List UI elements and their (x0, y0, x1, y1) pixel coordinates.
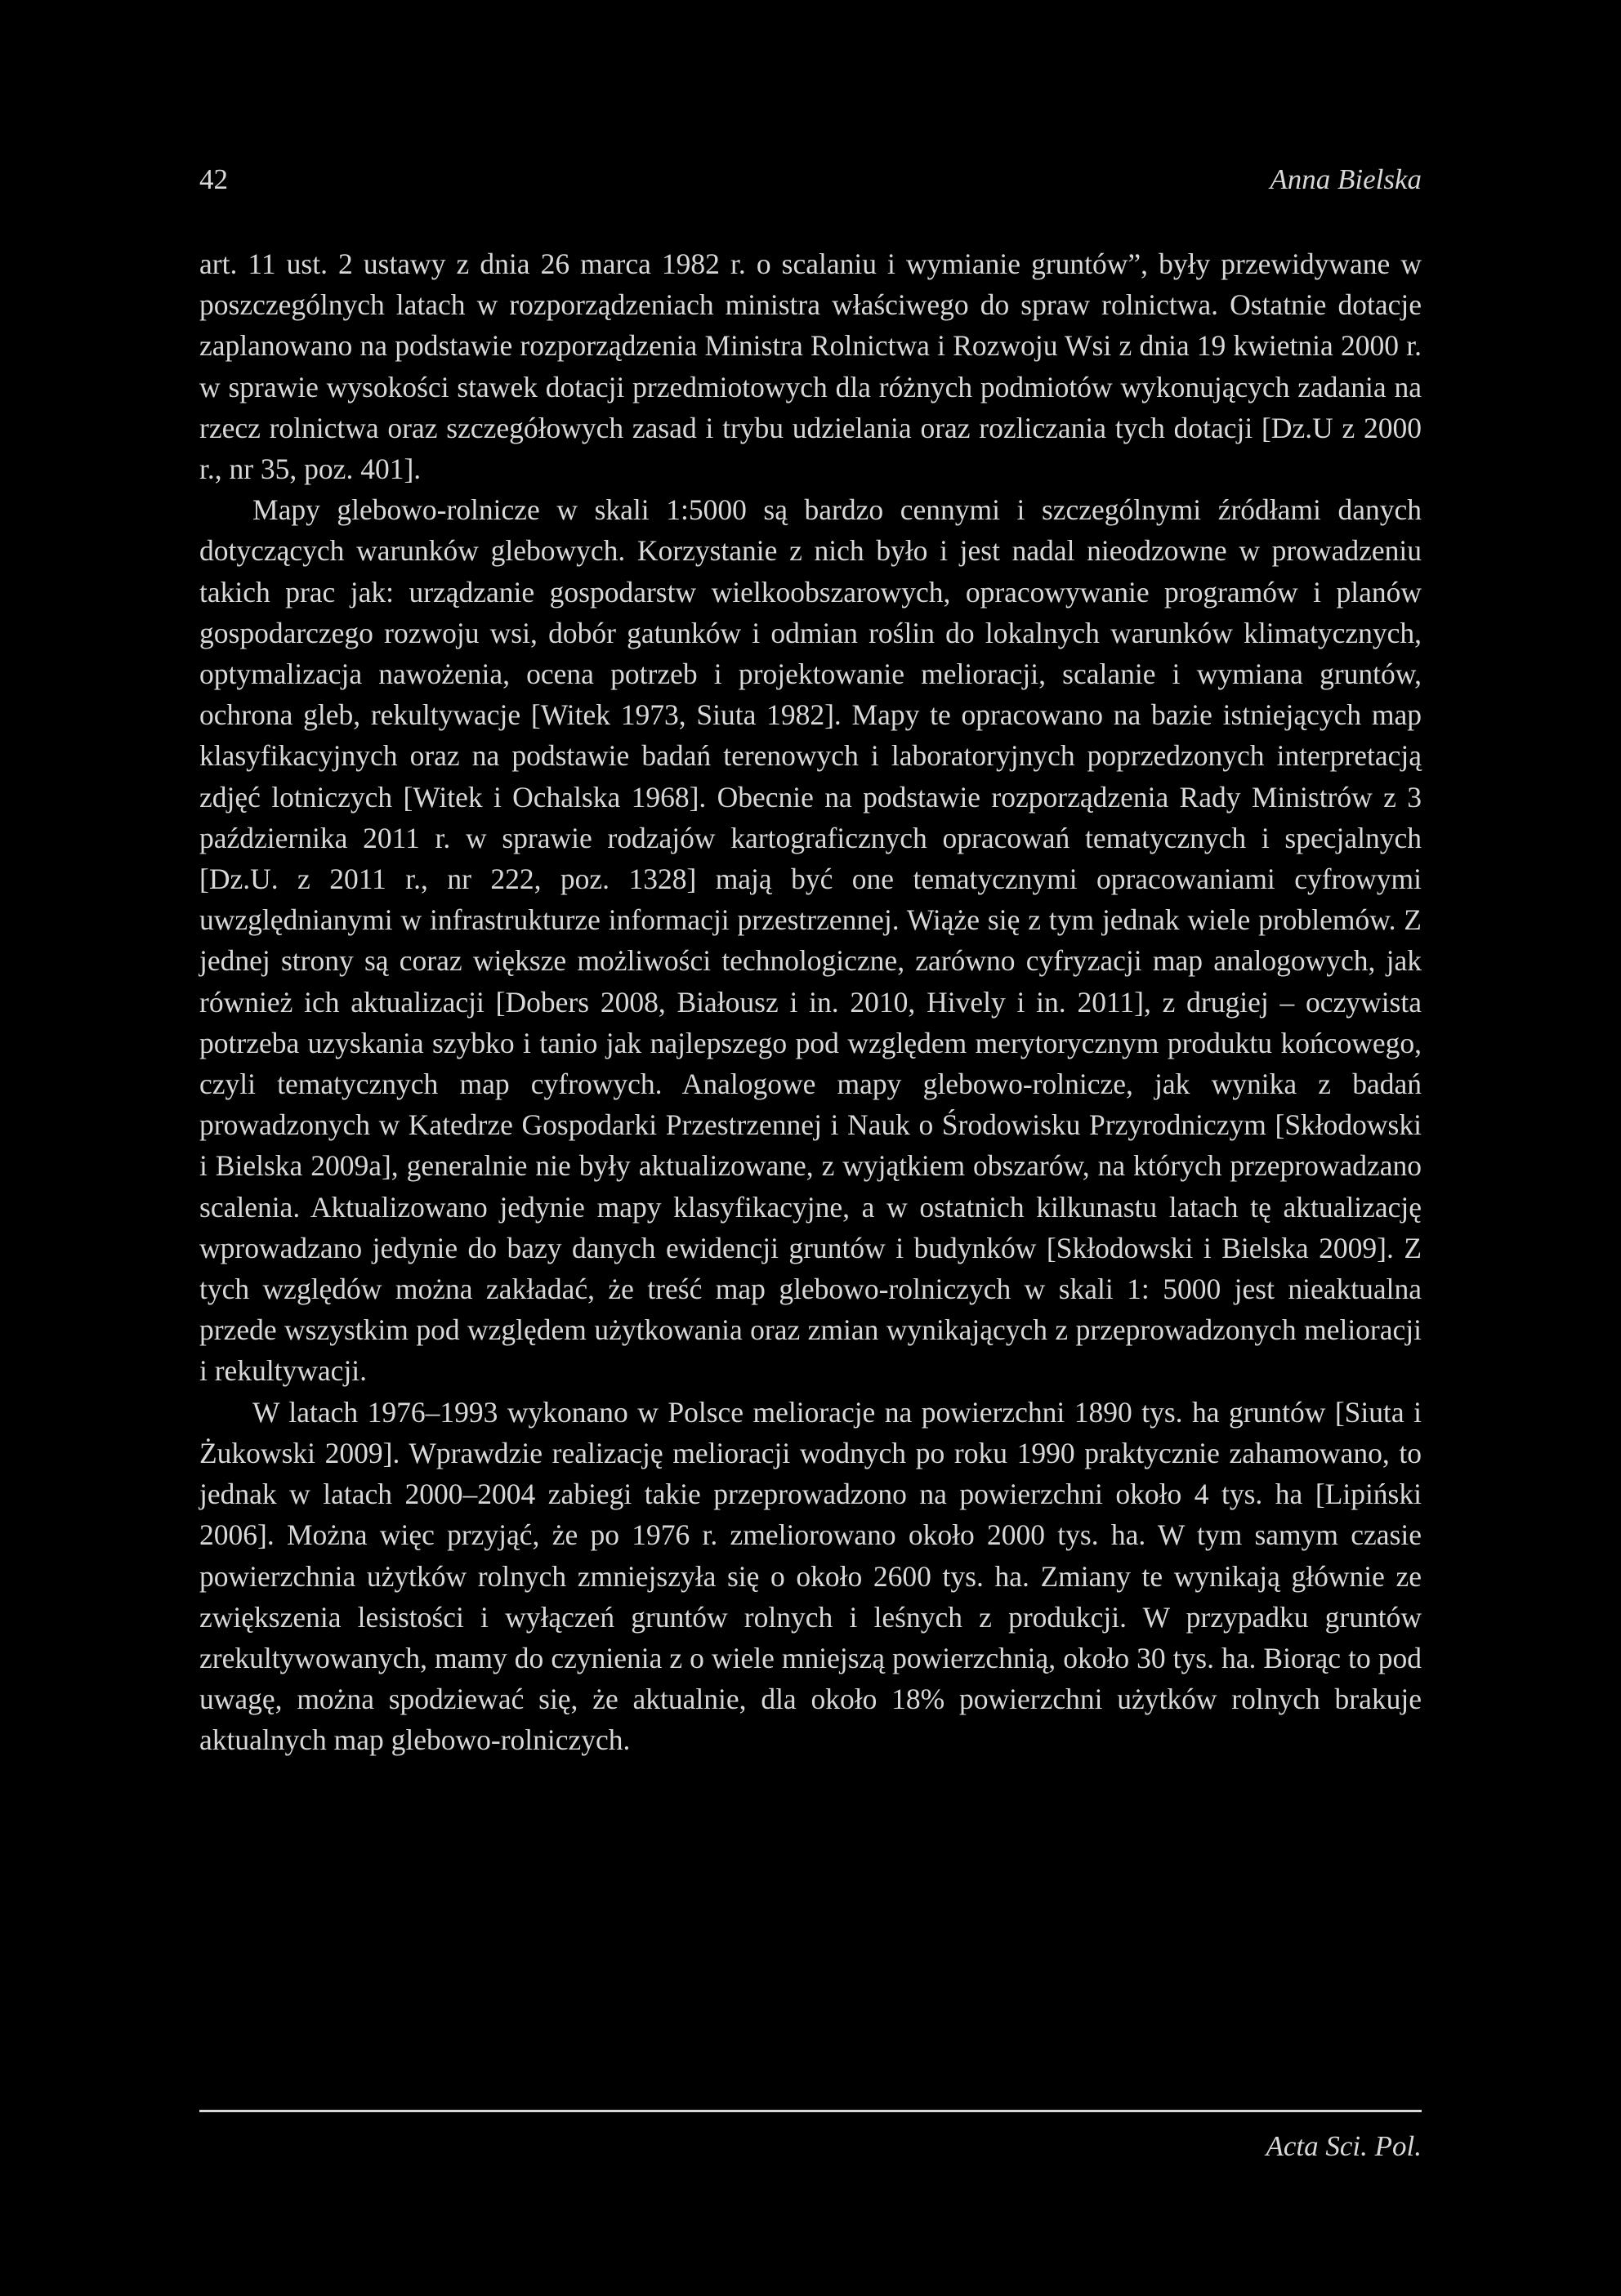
body-text (199, 243, 1422, 1761)
running-head-author: Anna Bielska (1270, 163, 1422, 195)
page-header (199, 163, 1422, 204)
paragraph: art. 11 ust. 2 ustawy z dnia 26 marca 1982 r. o scalaniu i wymianie gruntów”, były przewidywane w poszczególnych latach w rozporządzeniach ministra właściwego do spraw rolnictwa. Ostatnie dotacje zaplanowano na podstawie rozporządzenia Ministra Rolnictwa i Rozwoju Wsi z dnia 19 kwietnia 2000 r. w sprawie wysokości stawek dotacji przedmiotowych dla różnych podmiotów wykonujących zadania na rzecz rolnictwa oraz szczegółowych zasad i trybu udzielania oraz rozliczania tych dotacji [Dz.U z 2000 r., nr 35, poz. 401]. (199, 247, 1422, 486)
footer-divider (199, 2110, 1422, 2112)
footer-journal-name: Acta Sci. Pol. (1266, 2130, 1422, 2162)
page-number: 42 (199, 163, 228, 195)
paragraph: W latach 1976–1993 wykonano w Polsce melioracje na powierzchni 1890 tys. ha gruntów [Siuta i Żukowski 2009]. Wprawdzie realizację melioracji wodnych po roku 1990 praktycznie zahamowano, to jednak w latach 2000–2004 zabiegi takie przeprowadzono na powierzchni około 4 tys. ha [Lipiński 2006]. Można więc przyjąć, że po 1976 r. zmeliorowano około 2000 tys. ha. W tym samym czasie powierzchnia użytków rolnych zmniejszyła się o około 2600 tys. ha. Zmiany te wynikają głównie ze zwiększenia lesistości i wyłączeń gruntów rolnych i leśnych z produkcji. W przypadku gruntów zrekultywowanych, mamy do czynienia z o wiele mniejszą powierzchnią, około 30 tys. ha. Biorąc to pod uwagę, można spodziewać się, że aktualnie, dla około 18% powierzchni użytków rolnych brakuje aktualnych map glebowo-rolniczych. (199, 1395, 1422, 1757)
paragraph: Mapy glebowo-rolnicze w skali 1:5000 są bardzo cennymi i szczególnymi źródłami danych dotyczących warunków glebowych. Korzystanie z nich było i jest nadal nieodzowne w prowadzeniu takich prac jak: urządzanie gospodarstw wielkoobszarowych, opracowywanie programów i planów gospodarczego rozwoju wsi, dobór gatunków i odmian roślin do lokalnych warunków klimatycznych, optymalizacja nawożenia, ocena potrzeb i projektowanie melioracji, scalanie i wymiana gruntów, ochrona gleb, rekultywacje [Witek 1973, Siuta 1982]. Mapy te opracowano na bazie istniejących map klasyfikacyjnych oraz na podstawie badań terenowych i laboratoryjnych poprzedzonych interpretacją zdjęć lotniczych [Witek i Ochalska 1968]. Obecnie na podstawie rozporządzenia Rady Ministrów z 3 października 2011 r. w sprawie rodzajów kartograficznych opracowań tematycznych i specjalnych [Dz.U. z 2011 r., nr 222, poz. 1328] mają być one tematycznymi opracowaniami cyfrowymi uwzględnianymi w infrastrukturze informacji przestrzennej. Wiąże się z tym jednak wiele problemów. Z jednej strony są coraz większe możliwości technologiczne, zarówno cyfryzacji map analogowych, jak również ich aktualizacji [Dobers 2008, Białousz i in. 2010, Hively i in. 2011], z drugiej – oczywista potrzeba uzyskania szybko i tanio jak najlepszego pod względem merytorycznym produktu końcowego, czyli tematycznych map cyfrowych. Analogowe mapy glebowo-rolnicze, jak wynika z badań prowadzonych w Katedrze Gospodarki Przestrzennej i Nauk o Środowisku Przyrodniczym [Skłodowski i Bielska 2009a], generalnie nie były aktualizowane, z wyjątkiem obszarów, na których przeprowadzano scalenia. Aktualizowano jedynie mapy klasyfikacyjne, a w ostatnich kilkunastu latach tę aktualizację wprowadzano jedynie do bazy danych ewidencji gruntów i budynków [Skłodowski i Bielska 2009]. Z tych względów można zakładać, że treść map glebowo-rolniczych w skali 1: 5000 jest nieaktualna przede wszystkim pod względem użytkowania oraz zmian wynikających z przeprowadzonych melioracji i rekultywacji. (199, 493, 1422, 1388)
